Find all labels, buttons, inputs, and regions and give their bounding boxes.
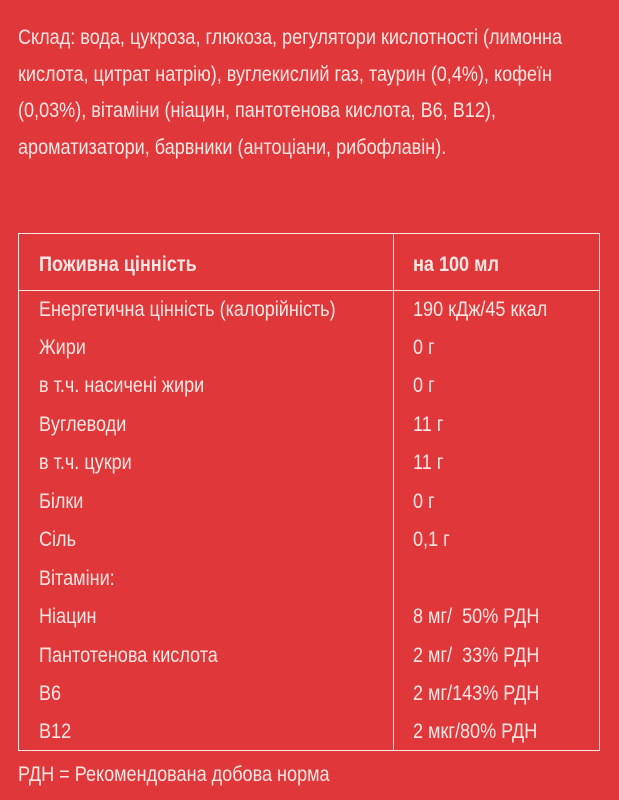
row-value-carbohydrates: 11 г: [413, 413, 444, 436]
row-name-b6: В6: [39, 682, 62, 705]
row-value-niacin: 8 мг/ 50% РДН: [413, 605, 540, 628]
row-name-b12: В12: [39, 720, 72, 743]
row-value-sugars: 11 г: [413, 451, 444, 474]
row-name-fat: Жири: [39, 336, 86, 359]
row-value-protein: 0 г: [413, 490, 435, 513]
header-nutrition: Поживна цінність: [39, 253, 197, 276]
row-name-salt: Сіль: [39, 528, 77, 551]
row-name-sugars: в т.ч. цукри: [39, 451, 132, 474]
row-value-salt: 0,1 г: [413, 528, 450, 551]
row-name-pantothenic-acid: Пантотенова кислота: [39, 644, 218, 667]
nutrition-table: [18, 233, 600, 751]
row-value-pantothenic-acid: 2 мг/ 33% РДН: [413, 644, 540, 667]
row-name-carbohydrates: Вуглеводи: [39, 413, 127, 436]
column-divider: [393, 234, 394, 750]
row-value-saturated-fat: 0 г: [413, 374, 435, 397]
row-value-b6: 2 мг/143% РДН: [413, 682, 540, 705]
header-per-100ml: на 100 мл: [413, 253, 499, 276]
ingredients-text: Склад: вода, цукроза, глюкоза, регулятори кислотності (лимонна кислота, цитрат натрію), вуглекислий газ, таурин (0,4%), кофеїн (0,03%), вітаміни (ніацин, пантотенова кислота, В6, В12), ароматизатори, барвники (антоціани, рибофлавін).: [18, 26, 563, 159]
row-value-b12: 2 мкг/80% РДН: [413, 720, 538, 743]
footnote: РДН = Рекомендована добова норма: [18, 763, 330, 786]
row-value-energy: 190 кДж/45 ккал: [413, 298, 548, 321]
row-value-fat: 0 г: [413, 336, 435, 359]
row-name-saturated-fat: в т.ч. насичені жири: [39, 374, 205, 397]
row-name-energy: Енергетична цінність (калорійність): [39, 298, 336, 321]
header-divider: [19, 290, 599, 291]
row-name-niacin: Ніацин: [39, 605, 97, 628]
row-name-protein: Білки: [39, 490, 84, 513]
row-name-vitamins: Вітаміни:: [39, 567, 115, 590]
